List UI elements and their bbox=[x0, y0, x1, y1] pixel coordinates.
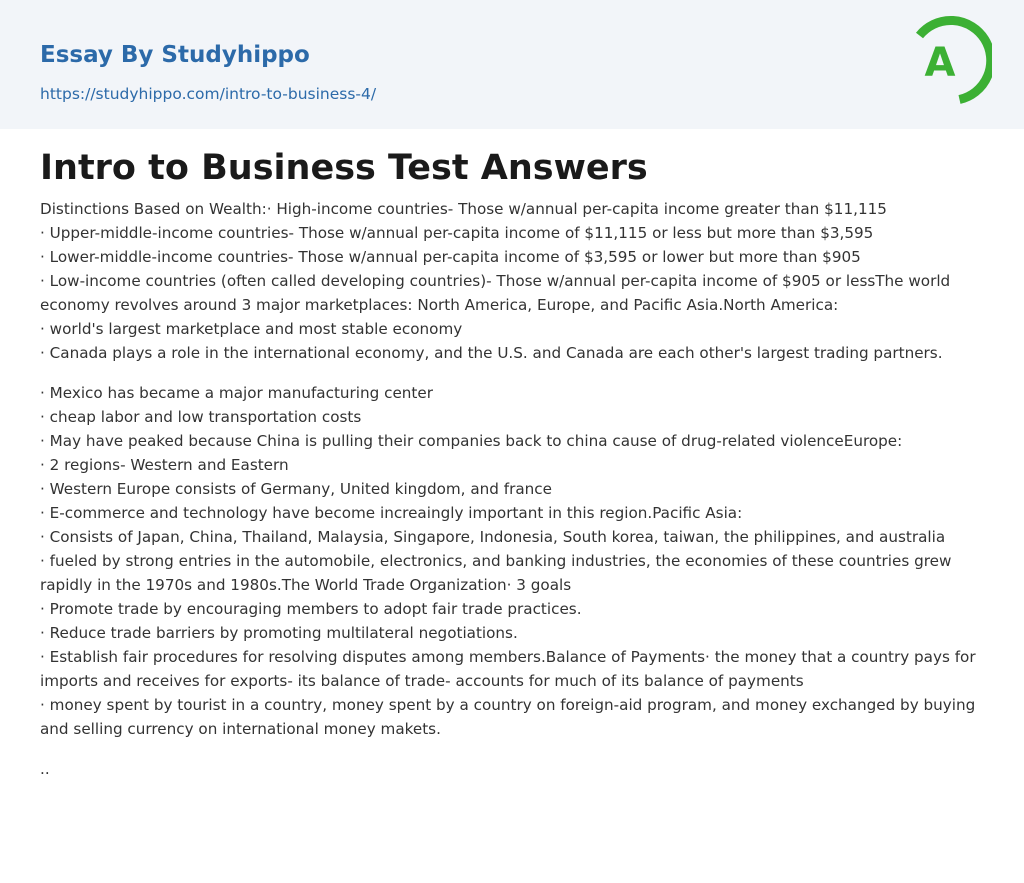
text-line: · Reduce trade barriers by promoting multilateral negotiations. bbox=[40, 624, 518, 642]
text-line: · Establish fair procedures for resolving disputes among members.Balance of Payments· the money that a country pays for imports and receives for exports- its balance of trade- accounts for much of its balance of payments bbox=[40, 648, 976, 690]
article bbox=[40, 145, 984, 781]
text-line: · E-commerce and technology have become increaingly important in this region.Pacific Asia: bbox=[40, 504, 743, 522]
source-url-link[interactable]: https://studyhippo.com/intro-to-business-4/ bbox=[40, 85, 377, 103]
text-line: · fueled by strong entries in the automobile, electronics, and banking industries, the economies of these countries grew rapidly in the 1970s and 1980s.The World Trade Organization· 3 goals bbox=[40, 552, 952, 594]
text-line: · money spent by tourist in a country, money spent by a country on foreign-aid program, and money exchanged by buying and selling currency on international money makets. bbox=[40, 696, 976, 738]
studyhippo-logo-icon[interactable] bbox=[896, 14, 992, 110]
text-line: · world's largest marketplace and most stable economy bbox=[40, 320, 463, 338]
text-line: · Canada plays a role in the international economy, and the U.S. and Canada are each other's largest trading partners. bbox=[40, 344, 943, 362]
text-line: Distinctions Based on Wealth:· High-income countries- Those w/annual per-capita income greater than $11,115 bbox=[40, 200, 887, 218]
site-header bbox=[0, 0, 1024, 129]
text-line: · 2 regions- Western and Eastern bbox=[40, 456, 289, 474]
brand-title: Essay By Studyhippo bbox=[40, 42, 310, 68]
text-line: · Promote trade by encouraging members to adopt fair trade practices. bbox=[40, 600, 582, 618]
article-paragraph bbox=[40, 381, 984, 741]
text-line: · cheap labor and low transportation costs bbox=[40, 408, 362, 426]
text-line: · Consists of Japan, China, Thailand, Malaysia, Singapore, Indonesia, South korea, taiwan, the philippines, and australia bbox=[40, 528, 946, 546]
logo-letter: A bbox=[924, 40, 956, 86]
text-line: · Upper-middle-income countries- Those w/annual per-capita income of $11,115 or less but more than $3,595 bbox=[40, 224, 874, 242]
text-line: · Low-income countries (often called developing countries)- Those w/annual per-capita income of $905 or lessThe world economy revolves around 3 major marketplaces: North America, Europe, and Pacific Asia.North America: bbox=[40, 272, 951, 314]
text-line: · Western Europe consists of Germany, United kingdom, and france bbox=[40, 480, 552, 498]
text-line: · Mexico has became a major manufacturing center bbox=[40, 384, 433, 402]
text-line: · May have peaked because China is pulling their companies back to china cause of drug-related violenceEurope: bbox=[40, 432, 903, 450]
page-title: Intro to Business Test Answers bbox=[40, 148, 648, 188]
text-line: · Lower-middle-income countries- Those w/annual per-capita income of $3,595 or lower but more than $905 bbox=[40, 248, 861, 266]
article-paragraph bbox=[40, 197, 984, 365]
article-body bbox=[40, 197, 984, 741]
trailing-ellipsis: .. bbox=[40, 760, 50, 778]
